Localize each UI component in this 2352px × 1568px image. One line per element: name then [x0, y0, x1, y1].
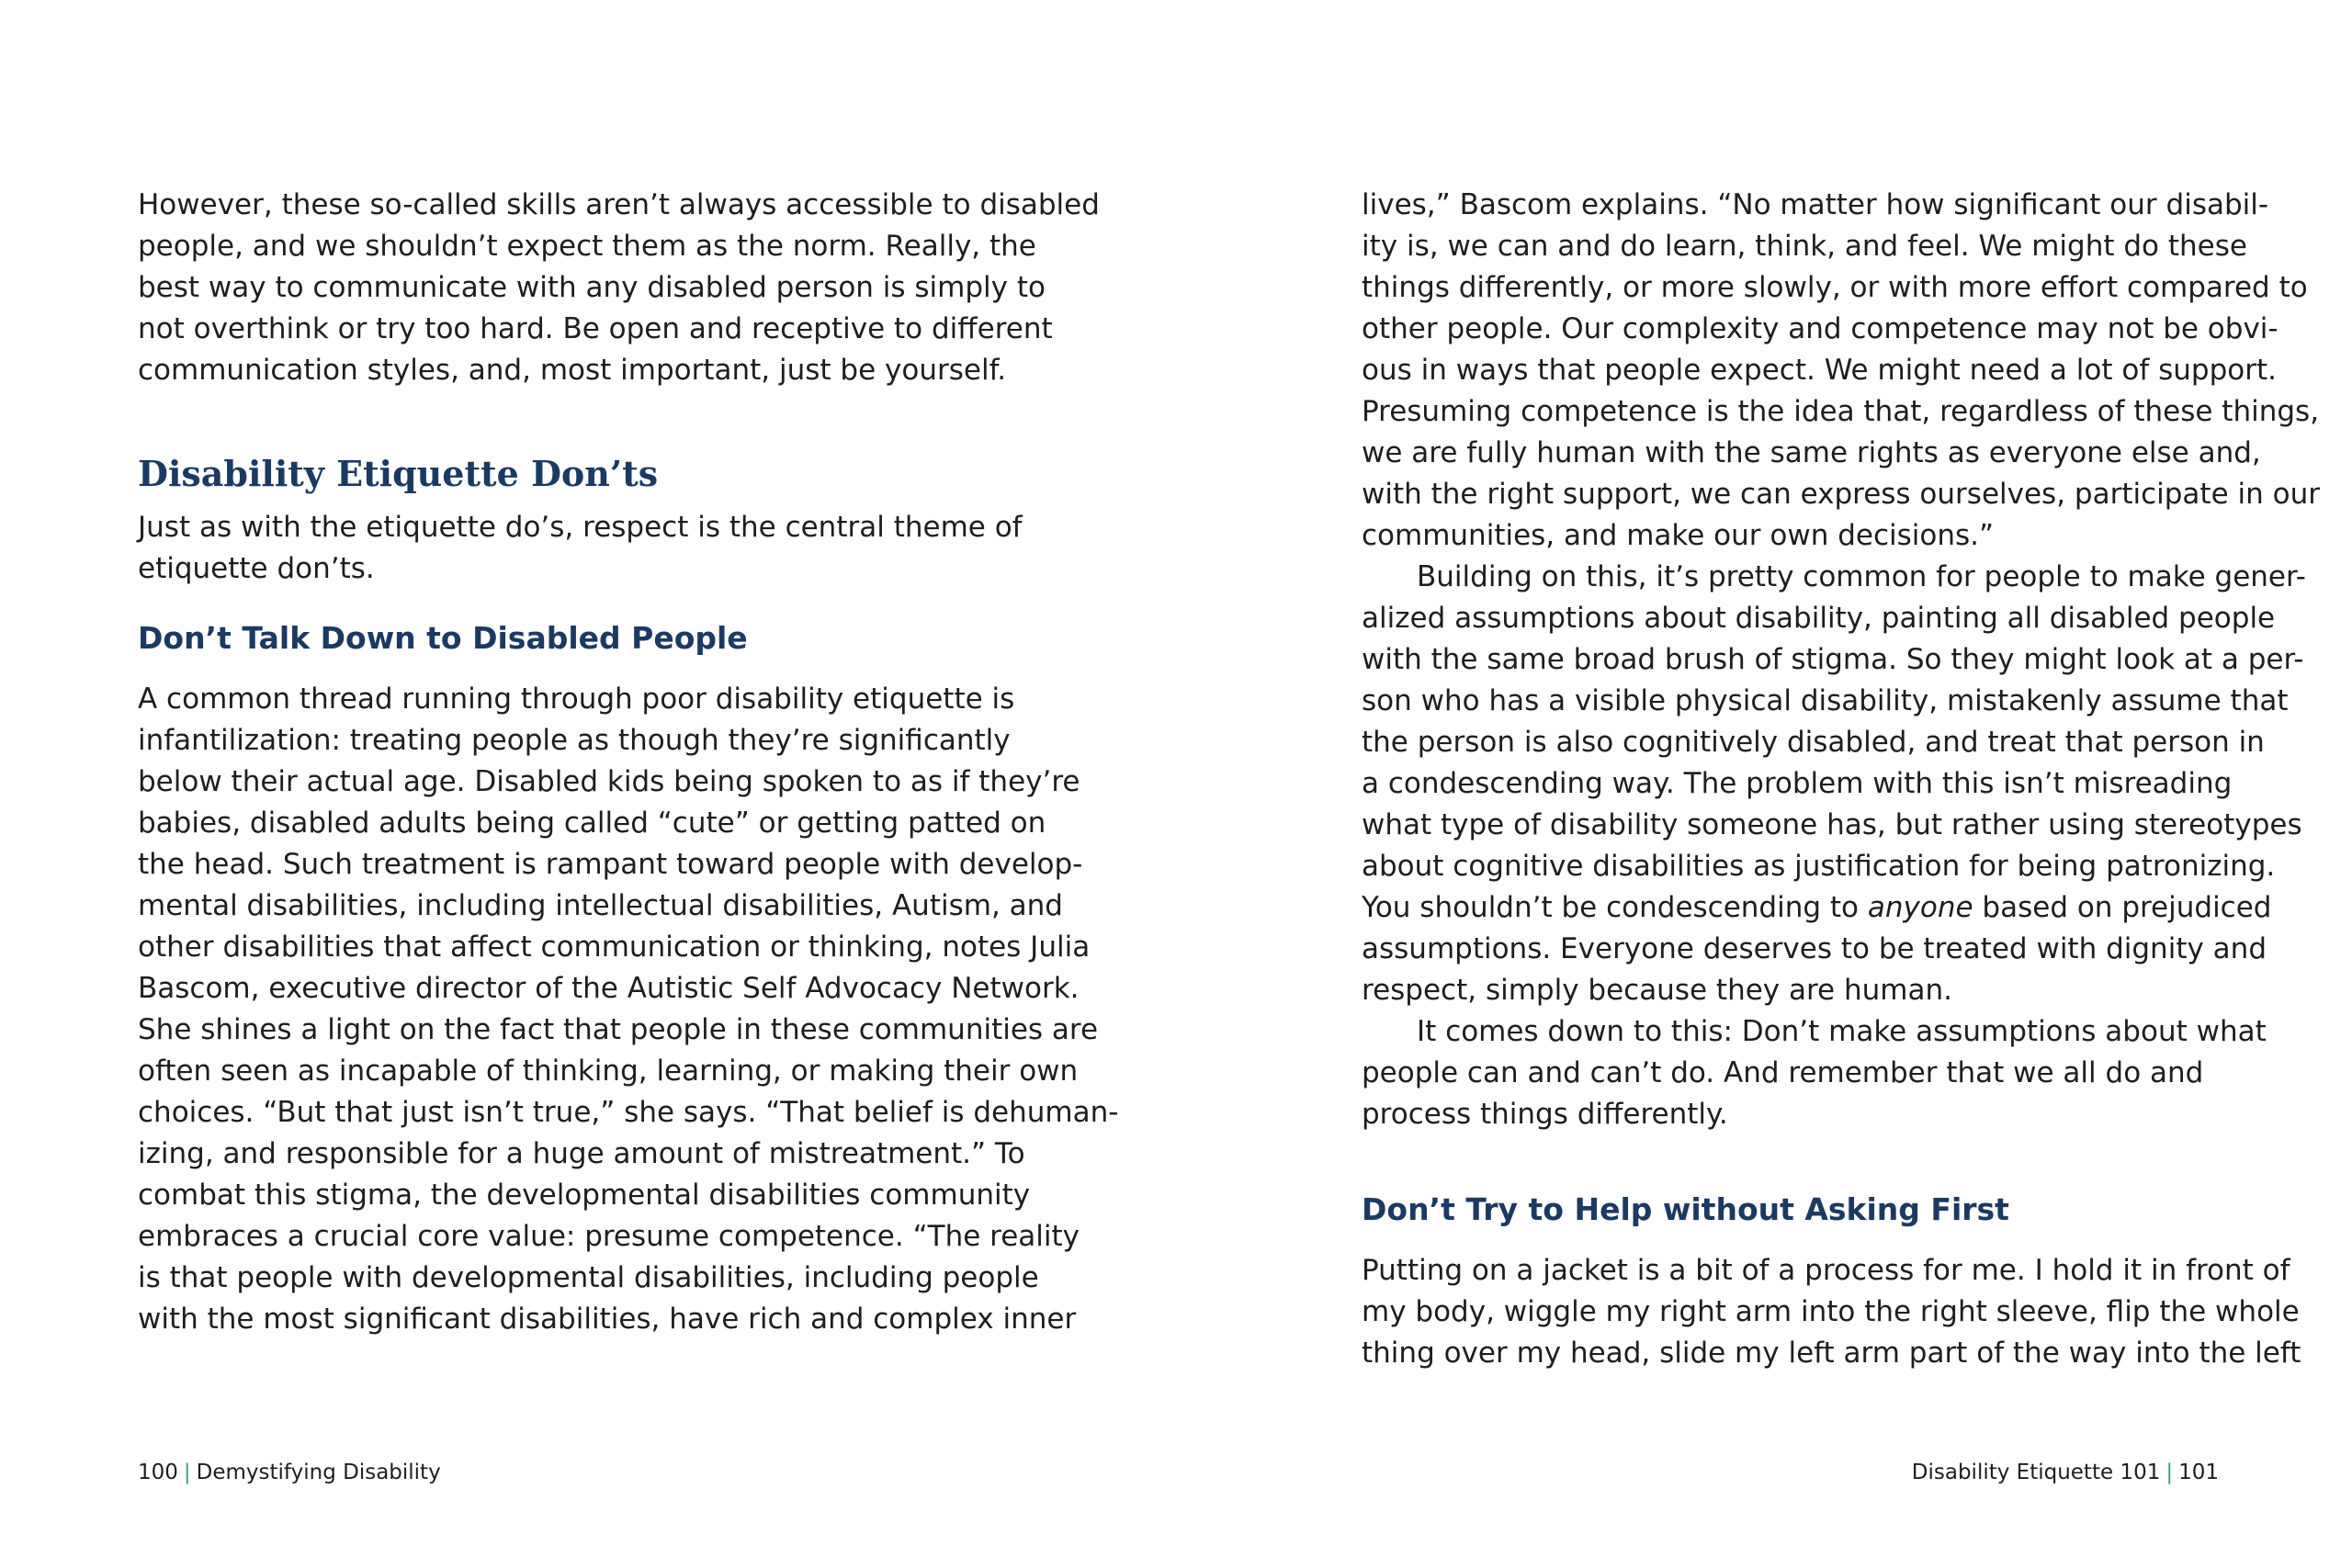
text-line: what type of disability someone has, but rather using stereotypes [1362, 808, 2302, 841]
text-line: respect, simply because they are human. [1362, 974, 1952, 1007]
text-line: often seen as incapable of thinking, learning, or making their own [138, 1055, 1079, 1088]
text-line: embraces a crucial core value: presume competence. “The reality [138, 1220, 1080, 1253]
text-line: my body, wiggle my right arm into the right sleeve, flip the whole [1362, 1295, 2300, 1328]
text-line: ity is, we can and do learn, think, and feel. We might do these [1362, 230, 2247, 263]
text-line: we are fully human with the same rights as everyone else and, [1362, 436, 2261, 469]
text-line: Presuming competence is the idea that, regardless of these things, [1362, 395, 2320, 428]
text-line: below their actual age. Disabled kids being spoken to as if they’re [138, 765, 1080, 798]
left-text-column [138, 185, 1119, 1340]
right-paragraph-3 [1362, 1011, 2267, 1135]
text-line: choices. “But that just isn’t true,” she says. “That belief is dehuman- [138, 1096, 1119, 1129]
text-line: Bascom, executive director of the Autistic Self Advocacy Network. [138, 972, 1080, 1005]
running-head: Demystifying Disability [196, 1461, 441, 1484]
text-line: with the right support, we can express ourselves, participate in our [1362, 478, 2320, 511]
text-line: with the most significant disabilities, have rich and complex inner [138, 1303, 1077, 1336]
left-page-footer [138, 1461, 441, 1484]
text-line: However, these so-called skills aren’t always accessible to disabled [138, 188, 1100, 221]
footer-separator: | [2165, 1461, 2174, 1484]
text-line: with the same broad brush of stigma. So they might look at a per- [1362, 643, 2304, 676]
text-line: things differently, or more slowly, or with more effort compared to [1362, 271, 2308, 304]
text-line: thing over my head, slide my left arm part of the way into the left [1362, 1337, 2301, 1370]
text-line: the person is also cognitively disabled, and treat that person in [1362, 726, 2265, 759]
text-line: A common thread running through poor disability etiquette is [138, 682, 1015, 716]
text-line: communities, and make our own decisions.” [1362, 519, 1995, 552]
text-line: about cognitive disabilities as justification for being patronizing. [1362, 850, 2276, 883]
page-number: 100 [138, 1461, 178, 1484]
text-line: mental disabilities, including intellectual disabilities, Autism, and [138, 889, 1063, 922]
section-heading: Disability Etiquette Don’ts [138, 453, 659, 494]
text-line: not overthink or try too hard. Be open and receptive to different [138, 312, 1053, 345]
text-fragment: based on prejudiced [1973, 891, 2272, 924]
section-intro [138, 507, 1023, 590]
text-line: Building on this, it’s pretty common for people to make gener- [1417, 560, 2306, 593]
text-line: son who has a visible physical disability, mistakenly assume that [1362, 684, 2289, 717]
subsection-heading: Don’t Talk Down to Disabled People [138, 620, 748, 656]
right-text-column [1362, 185, 2320, 1374]
emphasized-word: anyone [1867, 891, 1973, 924]
right-page-footer [1912, 1461, 2219, 1484]
text-line: lives,” Bascom explains. “No matter how significant our disabil- [1362, 188, 2269, 221]
text-line: other disabilities that affect communication or thinking, notes Julia [138, 931, 1091, 964]
text-line-with-emphasis [1362, 887, 2272, 929]
text-line: communication styles, and, most important, just be yourself. [138, 354, 1007, 387]
left-paragraph-2 [138, 679, 1119, 1340]
right-paragraph-4 [1362, 1250, 2301, 1374]
footer-separator: | [183, 1461, 191, 1484]
right-paragraph-2 [1362, 557, 2306, 1011]
text-line: is that people with developmental disabilities, including people [138, 1261, 1039, 1294]
right-paragraph-1 [1362, 185, 2320, 557]
text-line: process things differently. [1362, 1098, 1728, 1131]
right-page [1176, 0, 2352, 1568]
text-line: best way to communicate with any disabled person is simply to [138, 271, 1046, 304]
text-line: etiquette don’ts. [138, 552, 375, 585]
subsection-heading: Don’t Try to Help without Asking First [1362, 1191, 2009, 1227]
text-line: alized assumptions about disability, painting all disabled people [1362, 602, 2276, 635]
text-line: It comes down to this: Don’t make assumptions about what [1417, 1015, 2267, 1048]
page-number: 101 [2178, 1461, 2219, 1484]
left-paragraph-1 [138, 185, 1100, 391]
text-line: the head. Such treatment is rampant toward people with develop- [138, 848, 1083, 881]
text-line: Putting on a jacket is a bit of a process for me. I hold it in front of [1362, 1254, 2290, 1287]
text-line: infantilization: treating people as though they’re significantly [138, 724, 1011, 757]
text-line: ous in ways that people expect. We might need a lot of support. [1362, 354, 2277, 387]
text-line: She shines a light on the fact that people in these communities are [138, 1013, 1099, 1046]
running-head: Disability Etiquette 101 [1911, 1461, 2161, 1484]
text-line: a condescending way. The problem with this isn’t misreading [1362, 767, 2233, 800]
text-line: combat this stigma, the developmental disabilities community [138, 1179, 1031, 1212]
text-line: people, and we shouldn’t expect them as the norm. Really, the [138, 230, 1036, 263]
text-line: assumptions. Everyone deserves to be treated with dignity and [1362, 932, 2267, 965]
text-fragment: You shouldn’t be condescending to [1362, 891, 1868, 924]
text-line: people can and can’t do. And remember that we all do and [1362, 1056, 2204, 1089]
text-line: Just as with the etiquette do’s, respect is the central theme of [138, 511, 1023, 544]
text-line: babies, disabled adults being called “cute” or getting patted on [138, 807, 1046, 840]
text-line: other people. Our complexity and competence may not be obvi- [1362, 312, 2278, 345]
text-line: izing, and responsible for a huge amount of mistreatment.” To [138, 1137, 1025, 1170]
